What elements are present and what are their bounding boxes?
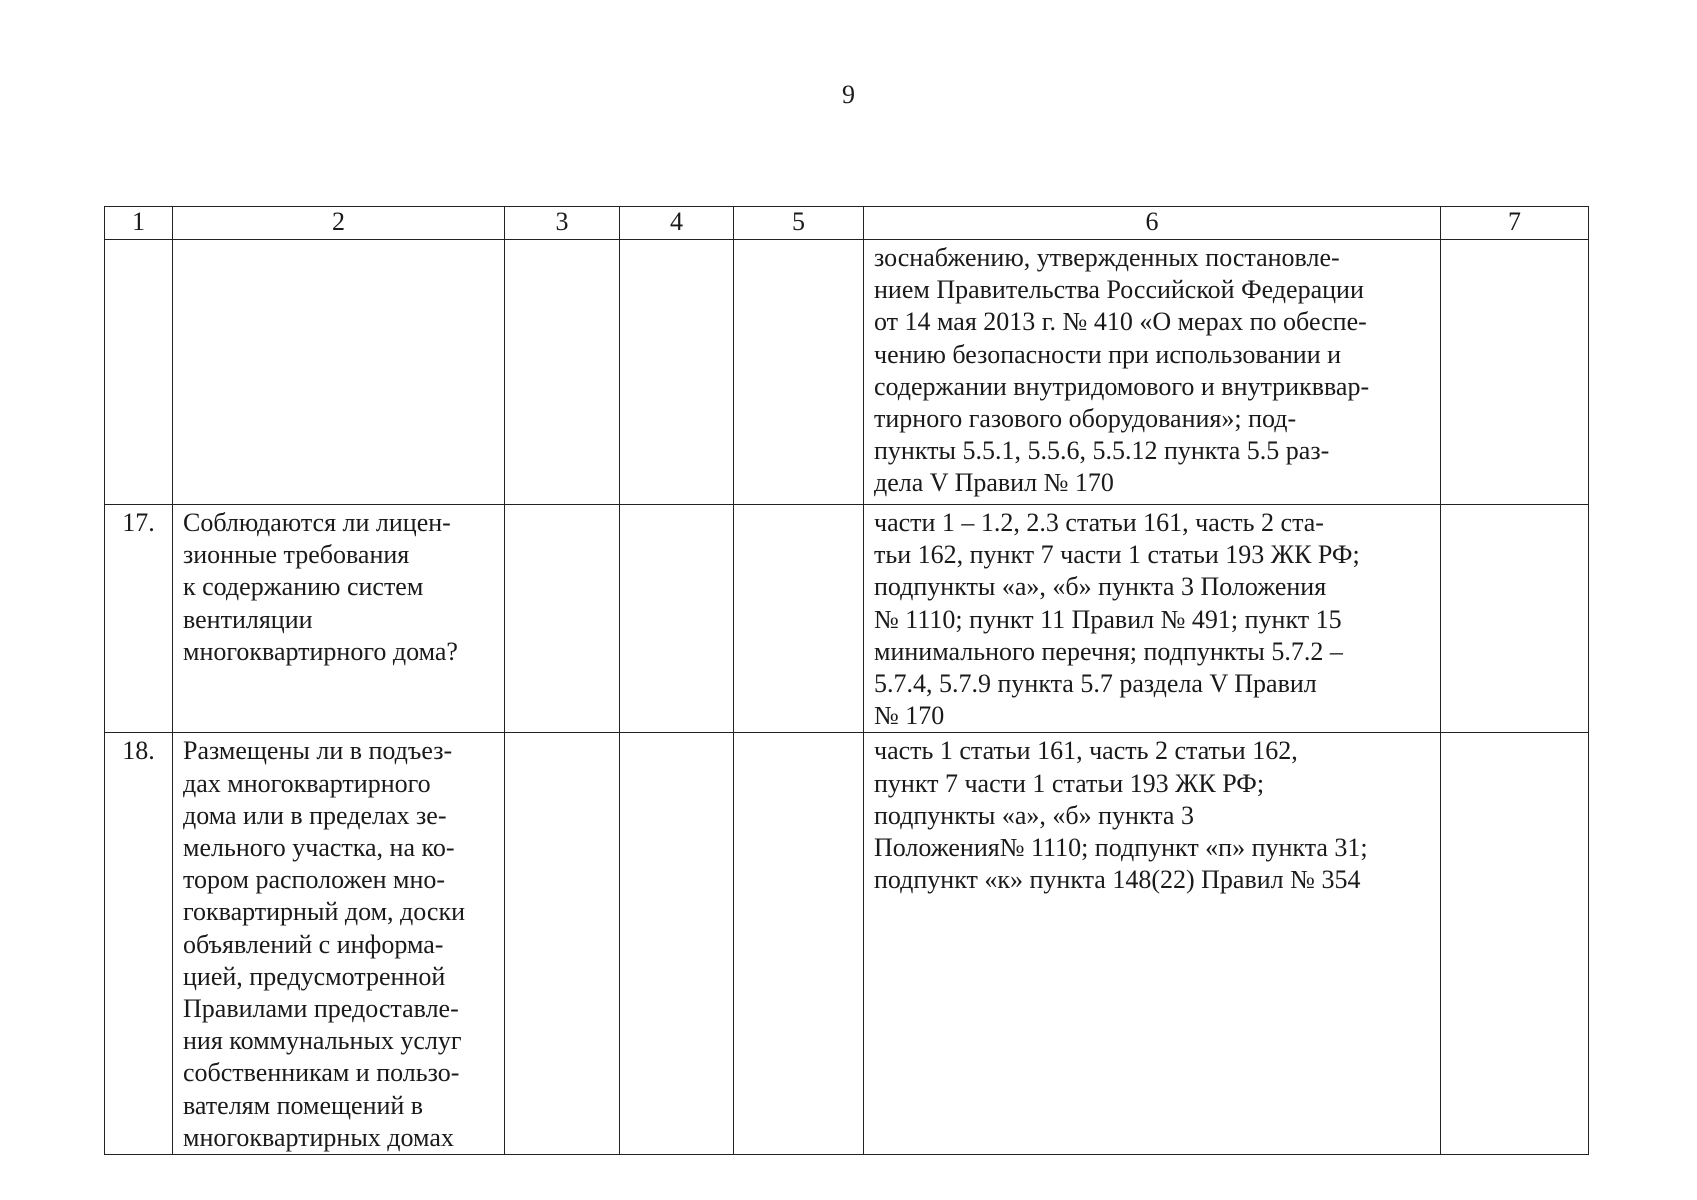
legal-reference-cell: зоснабжению, утвержденных постановле- нием Правительства Российской Федерации от 14 мая 2013 г. № 410 «О мерах по обеспе- чению безопасности при использовании и содержании внутридомового и внутрикввар- тирного газового оборудования»; под- пункты 5.5.1, 5.5.6, 5.5.12 пункта 5.5 раз- дела V Правил № 170 (864, 240, 1441, 505)
header-row (105, 207, 1589, 240)
col-3-cell (505, 733, 620, 1155)
col-5-cell (734, 733, 864, 1155)
row-number: 18. (105, 733, 173, 1155)
header-col-1: 1 (105, 207, 173, 240)
page-number: 9 (842, 80, 855, 109)
col-7-cell (1441, 240, 1589, 505)
table-row-continuation (105, 240, 1589, 505)
row-number (105, 240, 173, 505)
row-number: 17. (105, 505, 173, 733)
question-cell: Соблюдаются ли лицен- зионные требования к содержанию систем вентиляции многоквартирного дома? (173, 505, 505, 733)
col-7-cell (1441, 505, 1589, 733)
col-5-cell (734, 505, 864, 733)
table-row-18 (105, 733, 1589, 1155)
question-cell (173, 240, 505, 505)
question-cell: Размещены ли в подъез- дах многоквартирного дома или в пределах зе- мельного участка, на ко- тором расположен мно- гоквартирный дом, доски объявлений с информа- цией, предусмотренной Правилами предоставле- ния коммунальных услуг собственникам и пользо- вателям помещений в многоквартирных домах (173, 733, 505, 1155)
legal-reference-cell: части 1 – 1.2, 2.3 статьи 161, часть 2 ста- тьи 162, пункт 7 части 1 статьи 193 ЖК РФ; подпункты «а», «б» пункта 3 Положения № 1110; пункт 11 Правил № 491; пункт 15 минимального перечня; подпункты 5.7.2 – 5.7.4, 5.7.9 пункта 5.7 раздела V Правил № 170 (864, 505, 1441, 733)
col-3-cell (505, 240, 620, 505)
col-4-cell (620, 505, 734, 733)
header-col-2: 2 (173, 207, 505, 240)
header-col-5: 5 (734, 207, 864, 240)
table-row-17 (105, 505, 1589, 733)
col-4-cell (620, 733, 734, 1155)
header-col-3: 3 (505, 207, 620, 240)
header-col-6: 6 (864, 207, 1441, 240)
checklist-table (104, 206, 1589, 1155)
header-col-4: 4 (620, 207, 734, 240)
col-4-cell (620, 240, 734, 505)
legal-reference-cell: часть 1 статьи 161, часть 2 статьи 162, пункт 7 части 1 статьи 193 ЖК РФ; подпункты «а», «б» пункта 3 Положения№ 1110; подпункт «п» пункта 31; подпункт «к» пункта 148(22) Правил № 354 (864, 733, 1441, 1155)
col-5-cell (734, 240, 864, 505)
header-col-7: 7 (1441, 207, 1589, 240)
col-3-cell (505, 505, 620, 733)
col-7-cell (1441, 733, 1589, 1155)
